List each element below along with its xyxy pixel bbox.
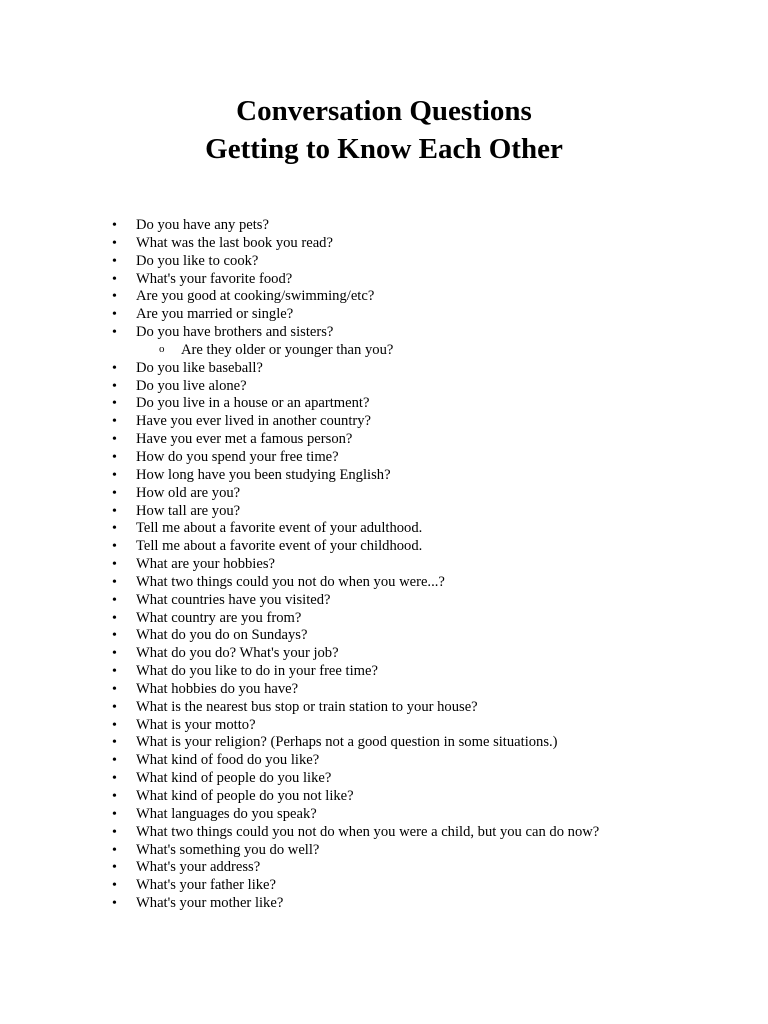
bullet-icon: • xyxy=(112,806,117,822)
question-text: What's something you do well? xyxy=(136,841,320,858)
bullet-icon: • xyxy=(112,218,117,233)
question-text: What kind of people do you like? xyxy=(136,770,332,787)
bullet-icon: • xyxy=(112,842,117,858)
bullet-icon: • xyxy=(112,307,117,323)
list-item xyxy=(108,645,748,663)
bullet-icon: • xyxy=(112,860,117,876)
list-item xyxy=(108,288,748,306)
list-item xyxy=(108,520,748,538)
list-item xyxy=(108,235,748,253)
question-text: Do you like baseball? xyxy=(136,359,263,376)
list-item xyxy=(108,378,748,396)
question-text: What do you do on Sundays? xyxy=(136,627,308,644)
list-item xyxy=(108,734,748,752)
question-text: Tell me about a favorite event of your childhood. xyxy=(136,538,423,555)
bullet-icon: • xyxy=(112,539,117,555)
list-item xyxy=(108,806,748,824)
list-item xyxy=(108,431,748,449)
bullet-icon: • xyxy=(112,771,117,787)
sub-list-item xyxy=(108,342,748,360)
question-list xyxy=(108,217,748,913)
list-item xyxy=(108,663,748,681)
list-item xyxy=(108,306,748,324)
list-item xyxy=(108,699,748,717)
list-item xyxy=(108,717,748,735)
question-text: What are your hobbies? xyxy=(136,556,275,573)
bullet-icon: • xyxy=(112,610,117,626)
list-item xyxy=(108,538,748,556)
question-text: Do you like to cook? xyxy=(136,252,259,269)
question-text: What countries have you visited? xyxy=(136,591,331,608)
bullet-icon: • xyxy=(112,664,117,680)
list-item xyxy=(108,681,748,699)
bullet-icon: • xyxy=(112,628,117,644)
question-text: What kind of food do you like? xyxy=(136,752,320,769)
question-text: Tell me about a favorite event of your adulthood. xyxy=(136,520,423,537)
bullet-icon: • xyxy=(112,271,117,287)
question-text: Have you ever met a famous person? xyxy=(136,431,353,448)
question-text: What was the last book you read? xyxy=(136,234,333,251)
bullet-icon: • xyxy=(112,360,117,376)
question-text: What's your address? xyxy=(136,859,261,876)
list-item xyxy=(108,253,748,271)
list-item xyxy=(108,485,748,503)
bullet-icon: • xyxy=(112,503,117,519)
question-text: What is your religion? (Perhaps not a good question in some situations.) xyxy=(136,734,558,751)
question-text: What do you like to do in your free time? xyxy=(136,663,378,680)
question-text: What do you do? What's your job? xyxy=(136,645,339,662)
question-text: How do you spend your free time? xyxy=(136,448,339,465)
question-text: What languages do you speak? xyxy=(136,805,317,822)
question-text: How long have you been studying English? xyxy=(136,466,391,483)
question-text: What's your father like? xyxy=(136,877,276,894)
question-text: What two things could you not do when you were...? xyxy=(136,573,445,590)
bullet-icon: • xyxy=(112,592,117,608)
sub-bullet-icon: o xyxy=(159,342,165,355)
bullet-icon: • xyxy=(112,289,117,305)
question-text: What country are you from? xyxy=(136,609,302,626)
bullet-icon: • xyxy=(112,789,117,804)
document-title xyxy=(0,92,768,168)
question-text: How tall are you? xyxy=(136,502,241,519)
bullet-icon: • xyxy=(112,414,117,430)
list-item xyxy=(108,467,748,485)
bullet-icon: • xyxy=(112,896,117,912)
bullet-icon: • xyxy=(112,699,117,715)
question-text: How old are you? xyxy=(136,484,241,501)
question-text: What's your mother like? xyxy=(136,895,284,912)
bullet-icon: • xyxy=(112,717,117,733)
bullet-icon: • xyxy=(112,235,117,251)
list-item xyxy=(108,610,748,628)
list-item xyxy=(108,877,748,895)
list-item xyxy=(108,824,748,842)
list-item xyxy=(108,752,748,770)
list-item xyxy=(108,395,748,413)
list-item xyxy=(108,788,748,806)
bullet-icon: • xyxy=(112,681,117,697)
question-text: What is the nearest bus stop or train station to your house? xyxy=(136,698,478,715)
list-item xyxy=(108,895,748,913)
list-item xyxy=(108,360,748,378)
title-line-1: Conversation Questions xyxy=(236,95,532,127)
list-item xyxy=(108,842,748,860)
bullet-icon: • xyxy=(112,467,117,483)
bullet-icon: • xyxy=(112,646,117,662)
bullet-icon: • xyxy=(112,824,117,840)
bullet-icon: • xyxy=(112,396,117,412)
bullet-icon: • xyxy=(112,325,117,341)
question-text: Are you good at cooking/swimming/etc? xyxy=(136,288,375,305)
question-text: What kind of people do you not like? xyxy=(136,788,354,804)
bullet-icon: • xyxy=(112,521,117,537)
question-text: Do you have brothers and sisters? xyxy=(136,324,334,341)
list-item xyxy=(108,217,748,235)
bullet-icon: • xyxy=(112,753,117,769)
question-text: Are you married or single? xyxy=(136,306,294,323)
bullet-icon: • xyxy=(112,432,117,448)
title-line-2: Getting to Know Each Other xyxy=(205,133,563,165)
list-item xyxy=(108,324,748,342)
question-text: What's your favorite food? xyxy=(136,270,293,287)
list-item xyxy=(108,770,748,788)
list-item xyxy=(108,271,748,289)
list-item xyxy=(108,413,748,431)
list-item xyxy=(108,574,748,592)
list-item xyxy=(108,449,748,467)
bullet-icon: • xyxy=(112,449,117,465)
question-text: Have you ever lived in another country? xyxy=(136,413,372,430)
question-text: What two things could you not do when you were a child, but you can do now? xyxy=(136,823,600,840)
bullet-icon: • xyxy=(112,735,117,751)
question-text: Do you live in a house or an apartment? xyxy=(136,395,370,412)
bullet-icon: • xyxy=(112,378,117,394)
question-text: What hobbies do you have? xyxy=(136,680,299,697)
list-item xyxy=(108,556,748,574)
bullet-icon: • xyxy=(112,557,117,573)
question-text: What is your motto? xyxy=(136,716,256,733)
bullet-icon: • xyxy=(112,878,117,894)
bullet-icon: • xyxy=(112,574,117,590)
question-text: Do you live alone? xyxy=(136,377,247,394)
list-item xyxy=(108,503,748,521)
list-item xyxy=(108,627,748,645)
bullet-icon: • xyxy=(112,253,117,269)
question-text: Are they older or younger than you? xyxy=(181,341,394,358)
question-text: Do you have any pets? xyxy=(136,217,269,233)
list-item xyxy=(108,592,748,610)
list-item xyxy=(108,859,748,877)
bullet-icon: • xyxy=(112,485,117,501)
